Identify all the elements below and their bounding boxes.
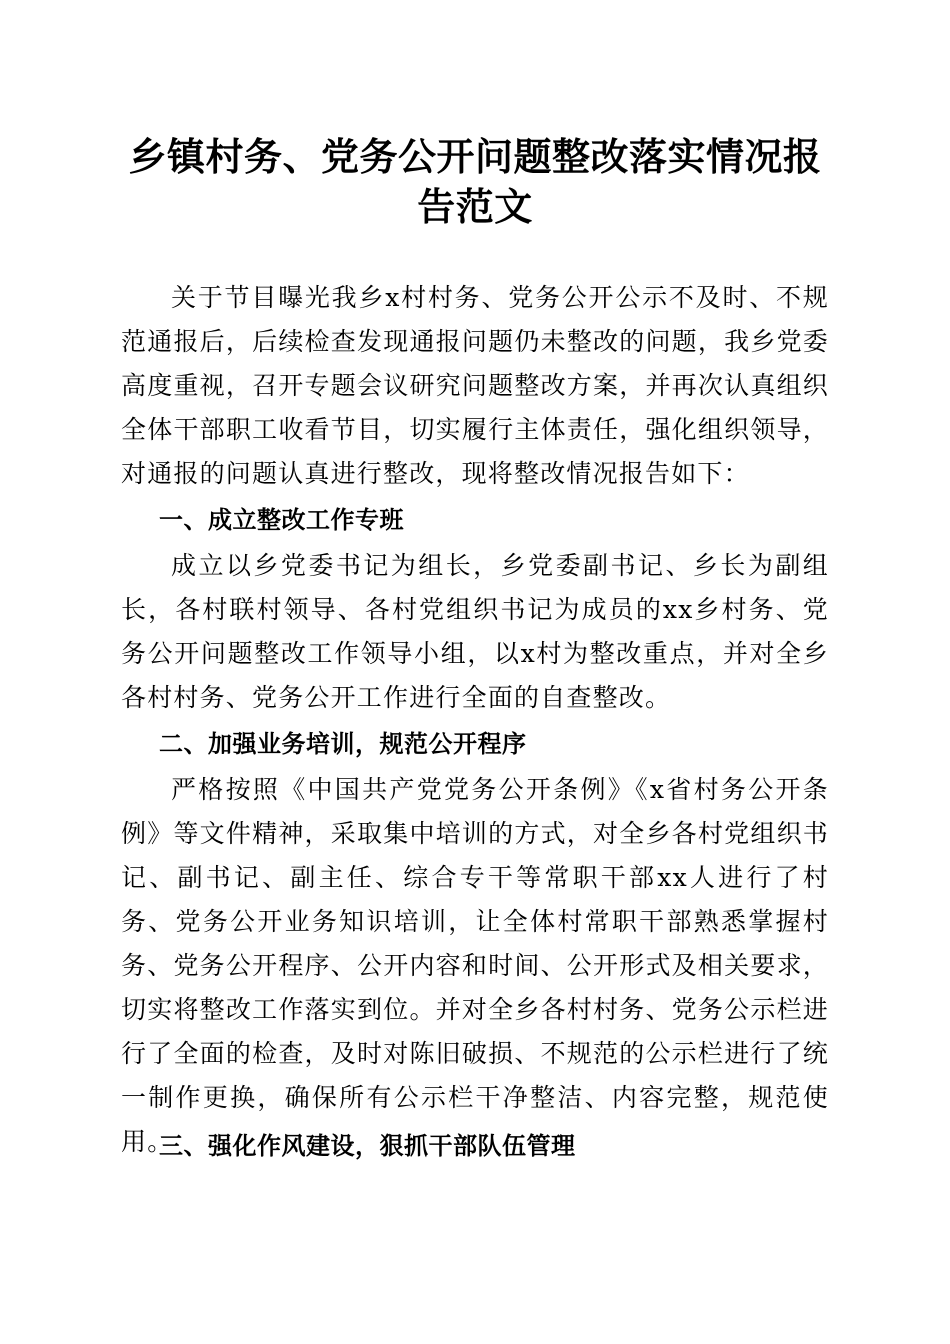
document-title: 乡镇村务、党务公开问题整改落实情况报告范文 — [128, 134, 822, 229]
intro-paragraph: 关于节目曝光我乡x村村务、党务公开公示不及时、不规范通报后，后续检查发现通报问题仍未整改的问题，我乡党委高度重视，召开专题会议研究问题整改方案，并再次认真组织全体干部职工收看节目，切实履行主体责任，强化组织领导，对通报的问题认真进行整改，现将整改情况报告如下： — [121, 283, 829, 488]
section-heading-1: 一、成立整改工作专班 — [159, 506, 404, 534]
section-1-paragraph: 成立以乡党委书记为组长，乡党委副书记、乡长为副组长，各村联村领导、各村党组织书记为成员的xx乡村务、党务公开问题整改工作领导小组，以x村为整改重点，并对全乡各村村务、党务公开工作进行全面的自查整改。 — [121, 551, 829, 712]
section-heading-2: 二、加强业务培训，规范公开程序 — [159, 730, 527, 758]
section-2-paragraph: 严格按照《中国共产党党务公开条例》《x省村务公开条例》等文件精神，采取集中培训的方式，对全乡各村党组织书记、副书记、副主任、综合专干等常职干部xx人进行了村务、党务公开业务知识培训，让全体村常职干部熟悉掌握村务、党务公开程序、公开内容和时间、公开形式及相关要求，切实将整改工作落实到位。并对全乡各村村务、党务公示栏进行了全面的检查，及时对陈旧破损、不规范的公示栏进行了统一制作更换，确保所有公示栏干净整洁、内容完整，规范使用。 — [121, 775, 829, 1156]
section-heading-3: 三、强化作风建设，狠抓干部队伍管理 — [159, 1132, 576, 1160]
